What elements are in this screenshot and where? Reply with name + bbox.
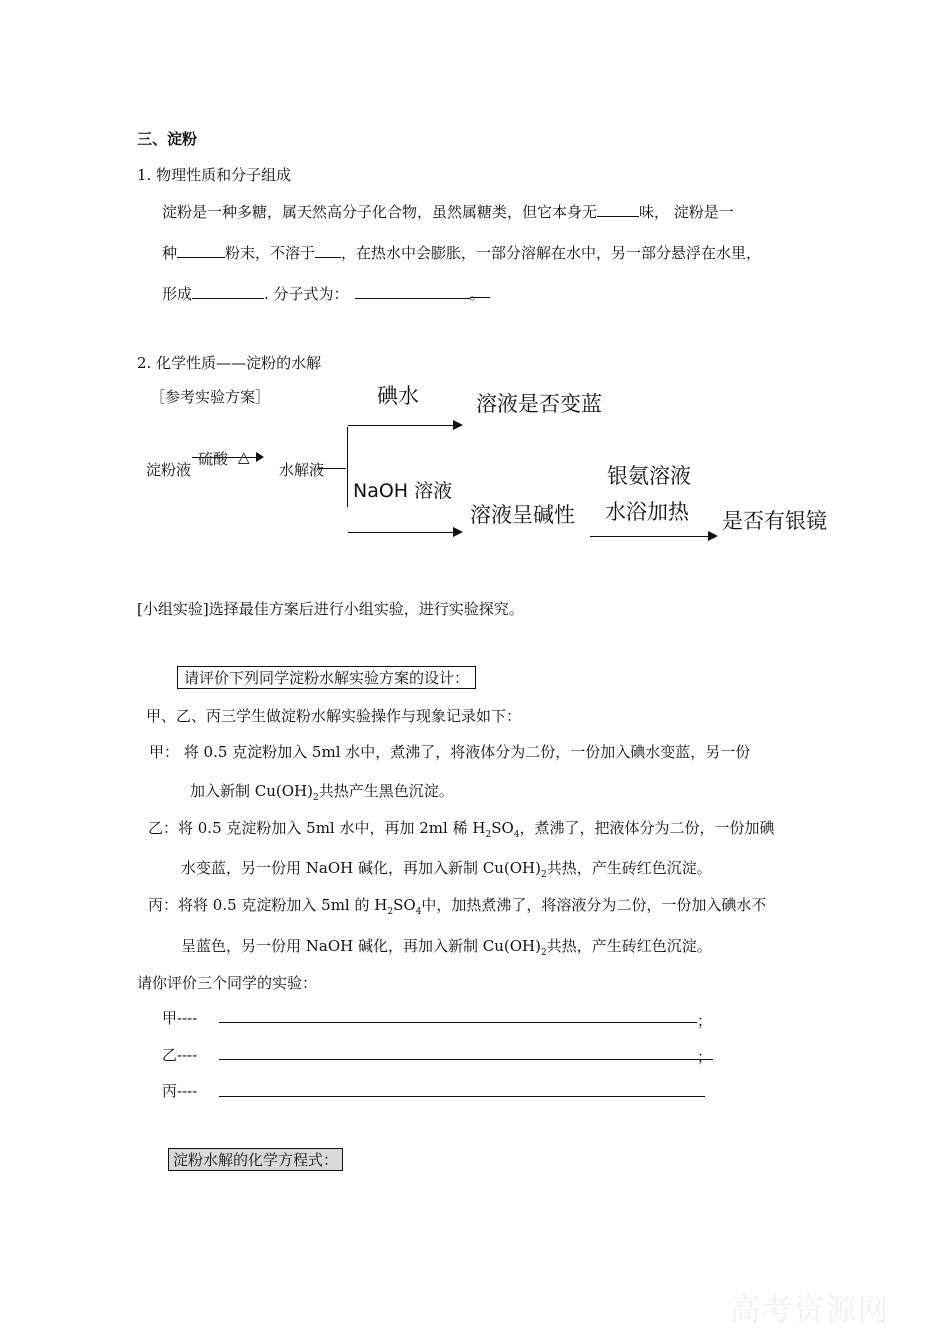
text: 丙：将将 0.5 克淀粉加入 5ml 的 H [148, 896, 388, 914]
subscript: 2 [540, 870, 547, 880]
text: ，在热水中会膨胀，一部分溶解在水中，另一部分悬浮在水里， [341, 244, 762, 262]
text: 呈蓝色，另一份用 NaOH 碱化，再加入新制 Cu(OH) [181, 937, 541, 955]
formula-blank-end [469, 283, 490, 303]
text: ，煮沸了，把液体分为二份，一份加碘 [519, 819, 775, 837]
arrow-line [590, 536, 708, 537]
watermark: 高考资源网 [730, 1293, 890, 1328]
student-bing-line-2 [181, 935, 712, 958]
flow-water-bath: 水浴加热 [605, 500, 689, 524]
text: 水变蓝，另一份用 NaOH 碱化，再加入新制 Cu(OH) [181, 859, 541, 877]
arrow-line [348, 425, 453, 426]
subsection-heading-chemical: 2. 化学性质——淀粉的水解 [137, 354, 322, 372]
text: 中，加热煮沸了，将溶液分为二份，一份加入碘水不 [421, 896, 767, 914]
evaluation-prompt: 请你评价三个同学的实验： [137, 974, 318, 992]
flow-naoh-result: 溶液呈碱性 [470, 503, 575, 527]
subscript: 2 [540, 948, 547, 958]
arrow-head-icon [453, 527, 463, 537]
fill-blank[interactable] [597, 202, 639, 217]
section-title: 三、淀粉 [137, 130, 198, 148]
flow-naoh-solution [353, 476, 452, 503]
answer-label-yi: 乙---- [162, 1046, 198, 1064]
group-experiment-text: [小组实验]选择最佳方案后进行小组实验，进行实验探究。 [137, 600, 524, 618]
text: 粉末，不溶于 [225, 244, 316, 262]
fill-blank[interactable] [177, 243, 225, 258]
evaluation-intro: 甲、乙、丙三学生做淀粉水解实验操作与现象记录如下： [146, 707, 522, 725]
answer-line-yi[interactable] [219, 1059, 713, 1060]
branch-vertical-line [347, 427, 348, 507]
answer-label-bing: 丙---- [162, 1082, 198, 1100]
text: 淀粉是一种多糖，属天然高分子化合物，虽然属糖类，但它本身无 [162, 203, 598, 221]
flow-silver-ammonia: 银氨溶液 [607, 464, 691, 488]
arrow-line [348, 532, 453, 533]
flow-iodine-result: 溶液是否变蓝 [476, 392, 602, 416]
text: 加入新制 Cu(OH) [190, 782, 313, 800]
answer-line-bing[interactable] [219, 1096, 705, 1097]
student-yi-line-1 [148, 817, 775, 840]
fill-blank[interactable] [315, 243, 341, 258]
formula-blank[interactable] [355, 284, 470, 299]
text: . 分子式为： [264, 285, 349, 303]
semicolon: ； [697, 1012, 713, 1030]
reference-plan-label: ［参考实验方案］ [150, 388, 271, 406]
answer-label-jia: 甲---- [162, 1009, 198, 1027]
subscript: 2 [387, 907, 394, 917]
arrow-head-icon [256, 452, 264, 462]
flow-final-silver-mirror: 是否有银镜 [722, 509, 827, 533]
text: 共热，产生砖红色沉淀。 [546, 859, 712, 877]
subsection-heading-physical: 1. 物理性质和分子组成 [137, 166, 292, 184]
text: SO [393, 896, 416, 914]
paragraph-line-3 [162, 283, 490, 304]
flow-start-starch-solution: 淀粉液 [146, 461, 192, 479]
flow-iodine-water: 碘水 [377, 384, 419, 408]
evaluation-box-title: 请评价下列同学淀粉水解实验方案的设计： [177, 666, 476, 689]
text: 共热，产生砖红色沉淀。 [546, 937, 712, 955]
text: 共热产生黑色沉淀。 [318, 782, 454, 800]
paragraph-line-2 [162, 242, 761, 263]
equation-box-title: 淀粉水解的化学方程式： [168, 1148, 343, 1171]
subscript: 4 [415, 907, 422, 917]
subscript: 2 [485, 830, 492, 840]
answer-line-jia[interactable] [219, 1022, 697, 1023]
text: SO [491, 819, 514, 837]
flow-hydrolysate: 水解液 [279, 461, 325, 479]
text: 种 [162, 244, 178, 262]
subscript: 2 [313, 793, 319, 803]
student-yi-line-2 [181, 857, 712, 880]
text: 味， 淀粉是一 [639, 203, 734, 221]
arrow-line [192, 457, 256, 458]
heat-triangle-icon: △ [238, 448, 250, 466]
text: 形成 [162, 285, 193, 303]
arrow-head-icon [708, 531, 718, 541]
connector-line [318, 468, 346, 469]
student-jia-line-1: 甲： 将 0.5 克淀粉加入 5ml 水中，煮沸了，将液体分为二份，一份加入碘水变蓝，另一份 [149, 743, 751, 761]
arrow-head-icon [453, 420, 463, 430]
subscript: 4 [513, 830, 520, 840]
fill-blank[interactable] [192, 284, 264, 299]
paragraph-line-1 [162, 201, 734, 222]
student-bing-line-1 [148, 894, 766, 917]
flow-reagent-sulfuric: 硫酸 [198, 450, 229, 468]
student-jia-line-2 [190, 780, 454, 803]
semicolon: ； [697, 1048, 713, 1066]
text: 乙：将 0.5 克淀粉加入 5ml 水中，再加 2ml 稀 H [148, 819, 486, 837]
period: 。 [469, 285, 485, 303]
naoh-text: NaOH 溶液 [353, 480, 453, 502]
